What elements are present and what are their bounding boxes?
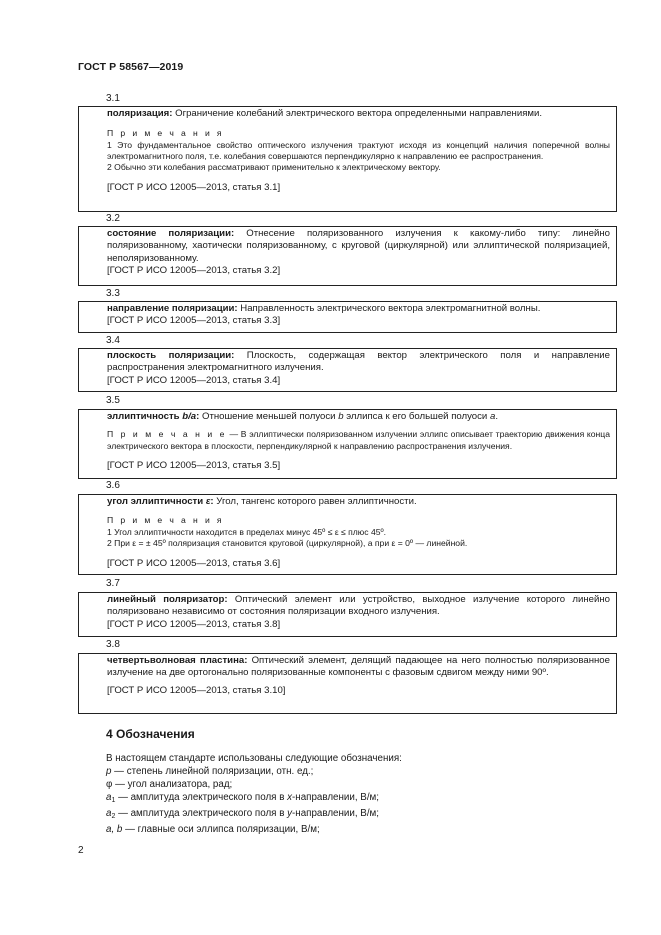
term-box-polarization — [78, 106, 617, 212]
note-item — [107, 429, 610, 451]
term-number: 3.8 — [106, 639, 120, 650]
definition-text: Оптический элемент, делящий падающее на него полностью поляризованное излучение на две ортогонально поляризованные компоненты с фазовым сдвигом между ними 90º. — [107, 655, 610, 679]
symbol-name: φ — [106, 779, 113, 790]
definition-text: Оптический элемент или устройство, выходное излучение которого линейно поляризовано независимо от состояния поляризации входного излучения. — [107, 594, 611, 618]
axis-symbol: x — [287, 792, 293, 803]
symbol-text: — главные оси эллипса поляризации, В/м; — [122, 824, 320, 835]
term-source: [ГОСТ Р ИСО 12005—2013, статья 3.8] — [107, 618, 281, 630]
note-heading: П р и м е ч а н и е — [107, 429, 227, 440]
term-title: состояние поляризации: — [107, 228, 235, 239]
term-definition — [107, 496, 610, 508]
notes-heading: П р и м е ч а н и я — [107, 515, 224, 526]
term-title: поляризация: — [107, 108, 173, 119]
term-box-linear-polarizer — [78, 592, 617, 637]
term-definition — [107, 411, 610, 423]
term-number: 3.1 — [106, 93, 120, 104]
note-item: 2 Обычно эти колебания рассматривают применительно к электрическому вектору. — [107, 162, 441, 173]
definition-text: Плоскость, содержащая вектор электрического поля и направление распространения электромагнитного излучения. — [107, 350, 610, 374]
symbol-item — [106, 791, 606, 807]
term-title: эллиптичность — [107, 411, 183, 422]
symbols-intro: В настоящем стандарте использованы следующие обозначения: — [106, 753, 402, 764]
symbol-item — [106, 778, 606, 791]
term-box-polarization-state — [78, 226, 617, 286]
symbol-name: p — [106, 766, 112, 777]
notes-heading: П р и м е ч а н и я — [107, 128, 224, 139]
term-number: 3.3 — [106, 288, 120, 299]
page-number: 2 — [78, 845, 84, 856]
term-definition — [107, 594, 610, 619]
note-item: 1 Угол эллиптичности находится в пределах минус 45º ≤ ε ≤ плюс 45º. — [107, 526, 387, 537]
term-box-polarization-direction — [78, 301, 617, 333]
symbol-b: b — [338, 411, 344, 422]
document-header: ГОСТ Р 58567—2019 — [78, 61, 184, 73]
symbol-text: — степень линейной поляризации, отн. ед.; — [111, 766, 314, 777]
term-source: [ГОСТ Р ИСО 12005—2013, статья 3.2] — [107, 265, 281, 277]
note-text: — В эллиптически поляризованном излучении эллипс описывает траекторию движения конца электрического вектора в плоскости, перпендикулярной к направлению распространения излучения. — [107, 429, 610, 451]
term-source: [ГОСТ Р ИСО 12005—2013, статья 3.1] — [107, 182, 281, 194]
symbol-text: -направлении, В/м; — [292, 808, 380, 819]
term-symbol: b/a — [182, 411, 197, 422]
term-box-polarization-plane — [78, 348, 617, 392]
symbol-text: — амплитуда электрического поля в — [115, 808, 288, 819]
symbol-subscript: 1 — [111, 797, 116, 804]
term-number: 3.7 — [106, 578, 120, 589]
definition-text: . — [495, 411, 498, 422]
term-definition — [107, 655, 610, 680]
term-title: угол эллиптичности — [107, 496, 206, 507]
definition-text: эллипса к его большей полуоси — [343, 411, 490, 422]
symbol-text: — амплитуда электрического поля в — [115, 792, 288, 803]
definition-text: Отношение меньшей полуоси — [199, 411, 339, 422]
term-definition — [107, 350, 610, 375]
definition-text: Угол, тангенс которого равен эллиптичности. — [213, 496, 417, 507]
term-definition — [107, 228, 610, 265]
symbol-a: a — [489, 411, 496, 422]
term-source: [ГОСТ Р ИСО 12005—2013, статья 3.10] — [107, 684, 286, 696]
term-box-ellipticity-angle — [78, 494, 617, 575]
symbol-subscript: 2 — [111, 813, 116, 820]
axis-symbol: y — [287, 808, 293, 819]
term-source: [ГОСТ Р ИСО 12005—2013, статья 3.3] — [107, 315, 281, 327]
term-colon: : — [196, 411, 200, 422]
term-title: плоскость поляризации: — [107, 350, 235, 361]
term-title: четвертьволновая пластина: — [107, 655, 248, 666]
term-number: 3.4 — [106, 335, 120, 346]
note-item: 2 При ε = ± 45º поляризация становится круговой (циркулярной), а при ε = 0º — линейной. — [107, 538, 468, 549]
definition-text: Направленность электрического вектора электромагнитной волны. — [237, 303, 541, 314]
term-number: 3.2 — [106, 213, 120, 224]
term-definition — [107, 303, 610, 315]
note-item: 1 Это фундаментальное свойство оптического излучения трактуют исходя из концепций наличия поперечной волны электромагнитного поля, т.е. колебания совершаются перпендикулярно к направлению ее распространения. — [107, 139, 610, 162]
symbol-text: -направлении, В/м; — [292, 792, 380, 803]
symbol-name: a — [106, 808, 112, 819]
term-box-quarter-wave-plate — [78, 653, 617, 714]
term-number: 3.6 — [106, 480, 120, 491]
symbol-name: a — [106, 792, 112, 803]
symbol-item — [106, 765, 606, 778]
term-box-ellipticity — [78, 409, 617, 479]
term-colon: : — [210, 496, 214, 507]
term-title: направление поляризации: — [107, 303, 238, 314]
definition-text: Отнесение поляризованного излучения к какому-либо типу: линейно поляризованному, хаотически поляризованному, с круговой (циркулярной) или эллиптической поляризацией, неполяризованному. — [107, 228, 610, 264]
term-source: [ГОСТ Р ИСО 12005—2013, статья 3.6] — [107, 558, 281, 570]
term-title: линейный поляризатор: — [107, 594, 228, 605]
symbols-list — [106, 752, 606, 836]
section-title: 4 Обозначения — [106, 727, 195, 741]
symbol-text: — угол анализатора, рад; — [112, 779, 233, 790]
term-number: 3.5 — [106, 395, 120, 406]
term-source: [ГОСТ Р ИСО 12005—2013, статья 3.4] — [107, 374, 281, 386]
symbol-name: a, b — [106, 824, 123, 835]
term-definition — [107, 108, 610, 120]
term-symbol: ε — [205, 496, 211, 507]
symbol-item — [106, 807, 606, 823]
definition-text: Ограничение колебаний электрического вектора определенными направлениями. — [172, 108, 543, 119]
symbol-item — [106, 823, 606, 836]
term-source: [ГОСТ Р ИСО 12005—2013, статья 3.5] — [107, 459, 281, 471]
